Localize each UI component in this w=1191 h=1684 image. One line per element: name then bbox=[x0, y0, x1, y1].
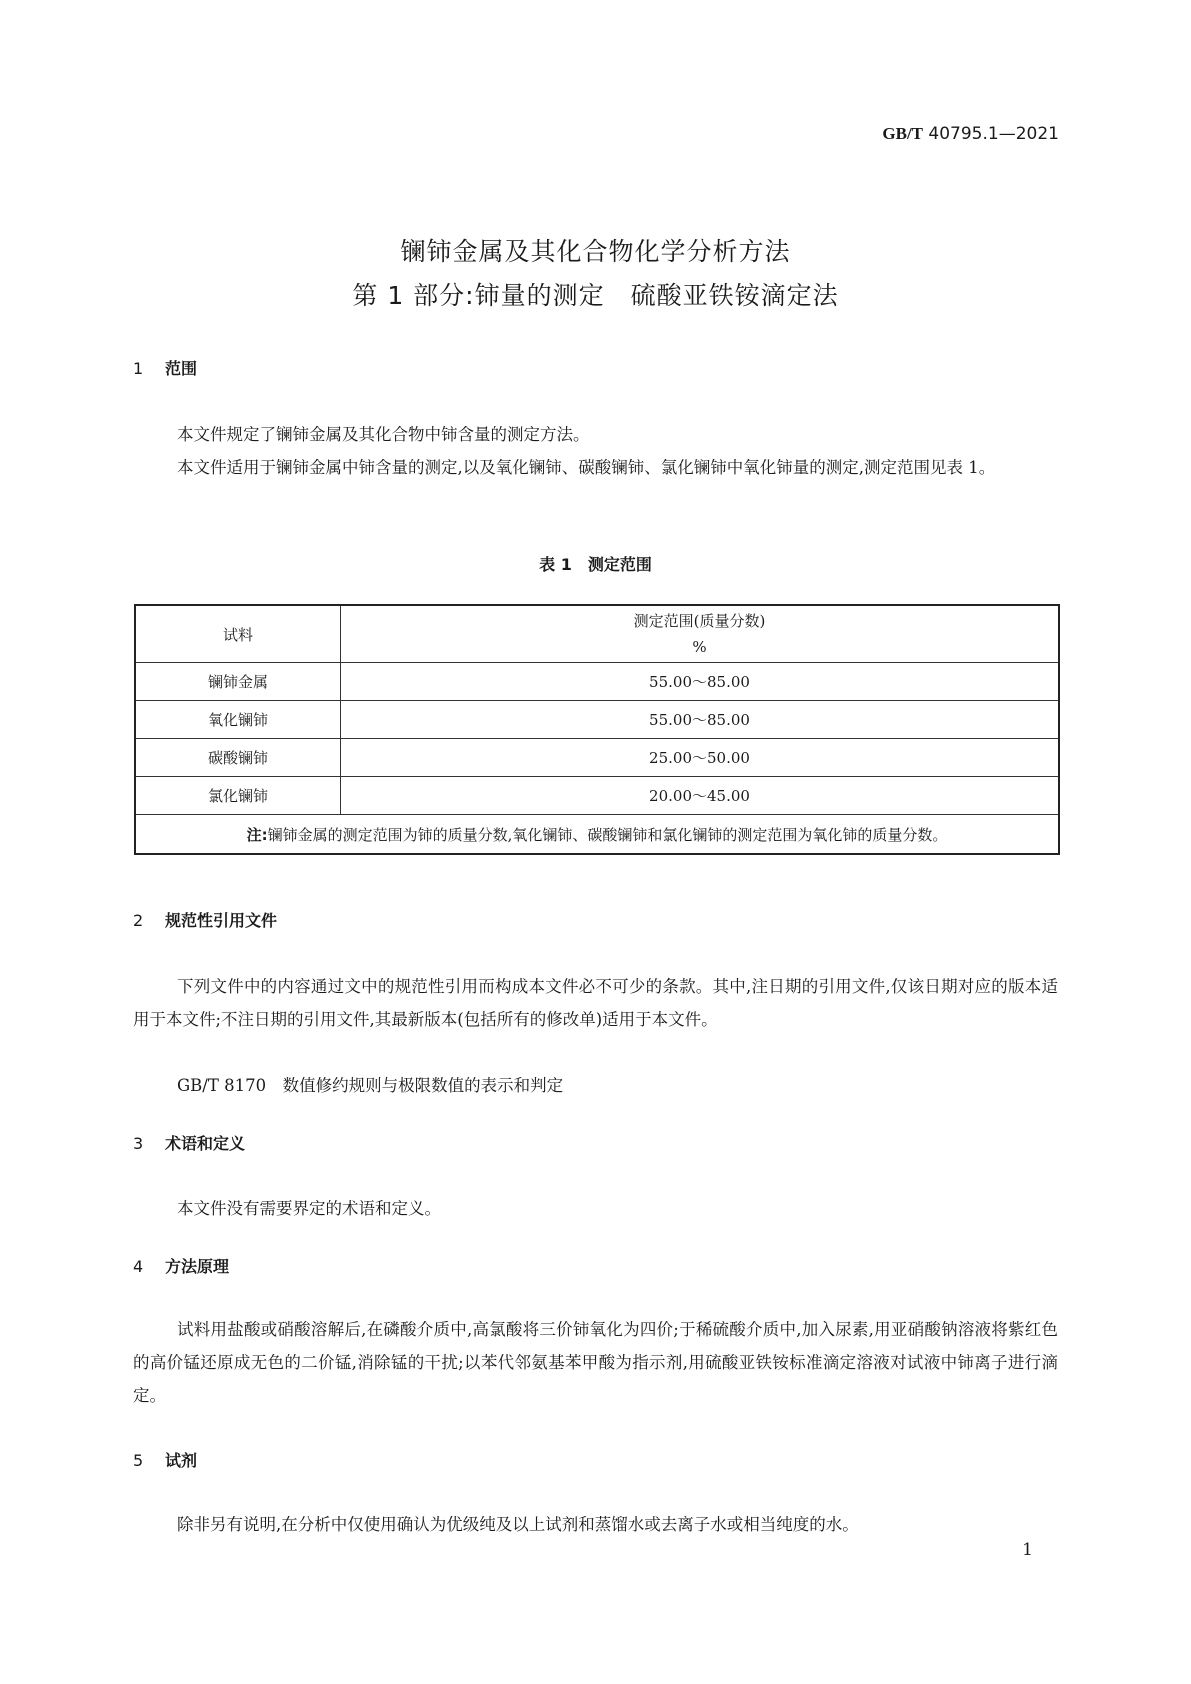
standard-number bbox=[882, 124, 1059, 144]
section-heading-1: 1 范围 bbox=[133, 359, 198, 378]
reference-entry: GB/T 8170 数值修约规则与极限数值的表示和判定 bbox=[177, 1076, 564, 1095]
table-row: 镧铈金属 55.00～85.00 bbox=[135, 663, 1059, 701]
table-row: 氯化镧铈 20.00～45.00 bbox=[135, 777, 1059, 815]
paragraph: 除非另有说明,在分析中仅使用确认为优级纯及以上试剂和蒸馏水或去离子水或相当纯度的水。 bbox=[177, 1515, 859, 1534]
range-table bbox=[134, 604, 1060, 855]
document-subtitle: 第 1 部分:铈量的测定 硫酸亚铁铵滴定法 bbox=[352, 281, 839, 310]
paragraph: 下列文件中的内容通过文中的规范性引用而构成本文件必不可少的条款。其中,注日期的引用文件,仅该日期对应的版本适用于本文件;不注日期的引用文件,其最新版本(包括所有的修改单)适用于本文件。 bbox=[133, 977, 1058, 1029]
paragraph: 本文件没有需要界定的术语和定义。 bbox=[177, 1199, 441, 1218]
note-text: 镧铈金属的测定范围为铈的质量分数,氧化镧铈、碳酸镧铈和氯化镧铈的测定范围为氧化铈的质量分数。 bbox=[267, 825, 948, 844]
page-number: 1 bbox=[1022, 1540, 1033, 1560]
section-heading-2: 2 规范性引用文件 bbox=[133, 911, 278, 930]
table-caption: 表 1 测定范围 bbox=[539, 555, 652, 574]
table-header-row bbox=[135, 605, 1059, 663]
section-heading-4: 4 方法原理 bbox=[133, 1257, 230, 1276]
section-heading-5: 5 试剂 bbox=[133, 1451, 198, 1470]
column-header-sample: 试料 bbox=[135, 605, 341, 663]
section-heading-3: 3 术语和定义 bbox=[133, 1134, 246, 1153]
paragraph: 本文件规定了镧铈金属及其化合物中铈含量的测定方法。 bbox=[177, 425, 590, 444]
standard-code: 40795.1—2021 bbox=[928, 124, 1059, 144]
table-note-row bbox=[135, 815, 1059, 855]
table-row: 碳酸镧铈 25.00～50.00 bbox=[135, 739, 1059, 777]
document-title: 镧铈金属及其化合物化学分析方法 bbox=[400, 237, 791, 266]
column-header-range: 测定范围(质量分数) % bbox=[341, 605, 1060, 663]
standard-prefix: GB/T bbox=[882, 124, 924, 143]
table-row: 氧化镧铈 55.00～85.00 bbox=[135, 701, 1059, 739]
paragraph: 本文件适用于镧铈金属中铈含量的测定,以及氧化镧铈、碳酸镧铈、氯化镧铈中氧化铈量的测定,测定范围见表 1。 bbox=[177, 458, 996, 477]
paragraph: 试料用盐酸或硝酸溶解后,在磷酸介质中,高氯酸将三价铈氧化为四价;于稀硫酸介质中,加入尿素,用亚硝酸钠溶液将紫红色的高价锰还原成无色的二价锰,消除锰的干扰;以苯代邻氨基苯甲酸为指示剂,用硫酸亚铁铵标准滴定溶液对试液中铈离子进行滴定。 bbox=[133, 1320, 1058, 1405]
note-label: 注: bbox=[246, 825, 268, 844]
